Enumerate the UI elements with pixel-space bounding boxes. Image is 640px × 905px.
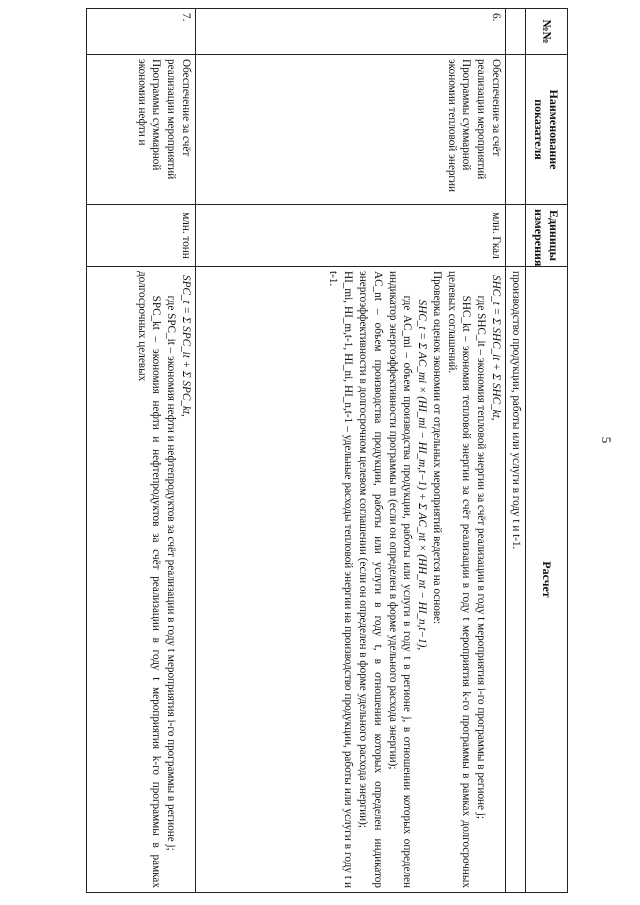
row-number: 6. xyxy=(196,9,506,55)
continuation-row xyxy=(506,9,526,893)
explanation: где AC_mi – объем производства продукции, работы или услуги в году t в регионе j, в отношении которых определен индикатор энергоэффективности программы m (если он определен в форме удельного расхода энергии); xyxy=(386,271,414,888)
explanation: Проверка оценок экономии от отдельных мероприятий ведется на основе: xyxy=(430,271,443,625)
row-unit: млн. Гкал xyxy=(196,205,506,267)
continuation-text: производство продукции, работы или услуги в году t и t-1. xyxy=(506,267,526,893)
row-calculation xyxy=(196,267,506,893)
indicators-table xyxy=(86,8,568,893)
header-unit: Единицы измерения xyxy=(526,205,568,267)
page-number: 5 xyxy=(599,436,614,444)
explanation: HI_mi, HI_m,t-1, HI_ni, HI_n,t-1 – удельные расходы тепловой энергии на производство продукции, работы или услуги в году t и t-1. xyxy=(327,271,355,888)
header-no: №№ xyxy=(526,9,568,55)
row-name: Обеспечение за счёт реализации мероприятий Программы суммарной экономии тепловой энергии xyxy=(196,55,506,205)
formula-check: SHC_t = Σ AC_mi × (HI_mi − HI_m,t−1) + Σ AC_nt × (HH_nt − HI_n,t−1), xyxy=(416,299,429,651)
row-number: 7. xyxy=(87,9,196,55)
header-calc: Расчет xyxy=(526,267,568,893)
explanation: SPC_kt – экономия нефти и нефтепродуктов за счёт реализации в году t мероприятия k-го программы в рамках долгосрочных целевых xyxy=(135,271,163,888)
row-calculation xyxy=(87,267,196,893)
explanation: где SPC_it – экономия нефти и нефтепродуктов за счёт реализации в году t мероприятия i-го программы в регионе j; xyxy=(165,295,178,851)
explanation: AC_nt – объем производства продукции, работы или услуги в году t, в отношении которых определен индикатор энергоэффективности в долгосрочном целевом соглашении (если он определен в форме удельного расхода энергии); xyxy=(356,271,384,888)
header-row xyxy=(526,9,568,893)
explanation: SHC_kt – экономия тепловой энергии за счёт реализации в году t мероприятия k-го программы в рамках долгосрочных целевых соглашений. xyxy=(445,271,473,888)
formula-shc: SHC_t = Σ SHC_it + Σ SHC_kt, xyxy=(490,275,502,421)
table-row xyxy=(196,9,506,893)
rotated-table-wrapper xyxy=(86,8,568,893)
formula-spc: SPC_t = Σ SPC_it + Σ SPC_kt, xyxy=(180,275,192,417)
explanation: где SHC_it – экономия тепловой энергии за счёт реализации в году t мероприятия i-го программы в регионе j; xyxy=(475,295,488,820)
rotated-table xyxy=(86,8,568,893)
row-unit: млн. тонн xyxy=(87,205,196,267)
row-name: Обеспечение за счёт реализации мероприятий Программы суммарной экономии нефти и xyxy=(87,55,196,205)
header-name: Наименование показателя xyxy=(526,55,568,205)
table-row xyxy=(87,9,196,893)
